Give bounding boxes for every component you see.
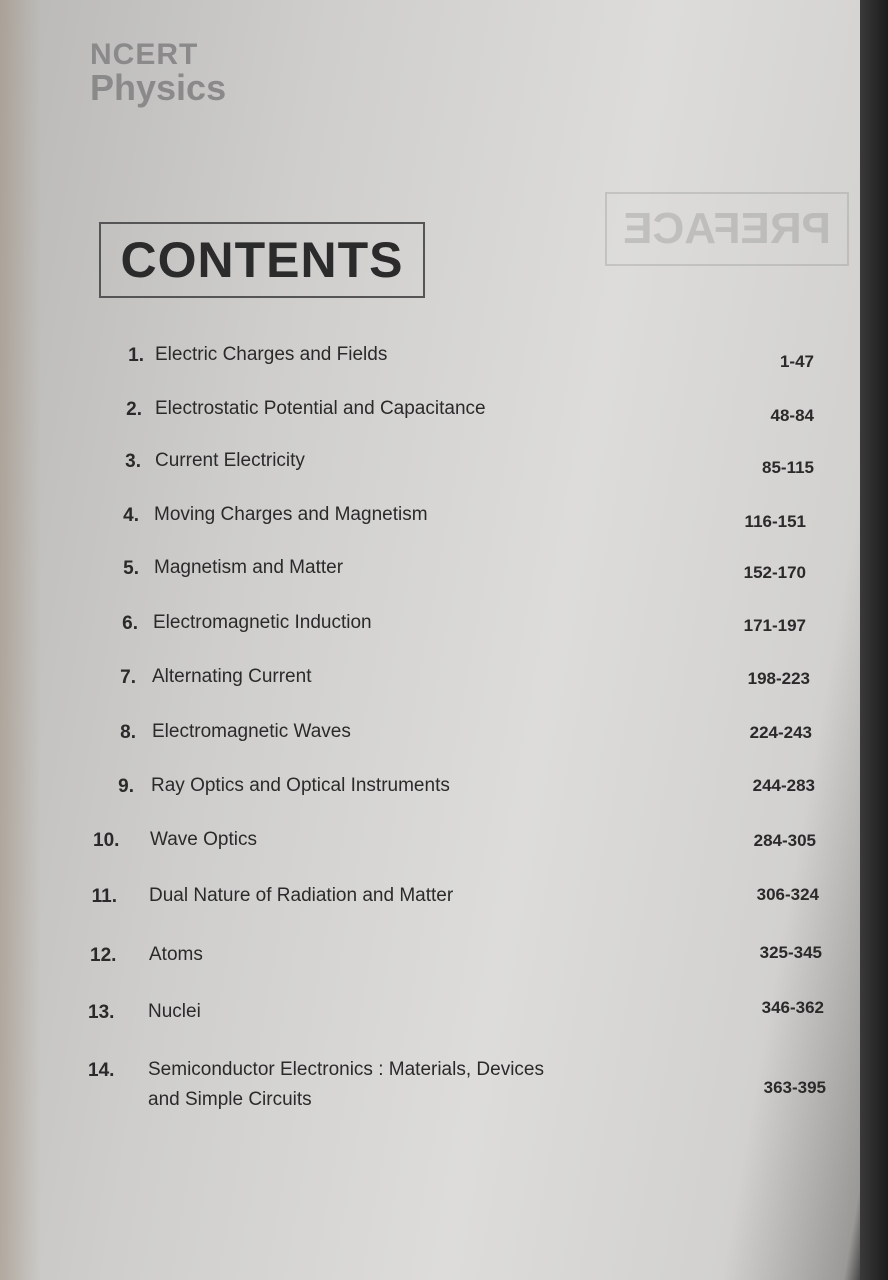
- entry-pages: 171-197: [743, 616, 806, 635]
- entry-title: [155, 340, 387, 370]
- entry-title: [148, 1055, 544, 1115]
- entry-title-line: Dual Nature of Radiation and Matter: [149, 885, 454, 906]
- entry-number: 8.: [120, 722, 136, 743]
- entry-number: 6.: [122, 613, 138, 634]
- entry-title-line: Electromagnetic Induction: [153, 612, 372, 633]
- page-shadow: [0, 0, 40, 1280]
- entry-number: 12.: [90, 945, 117, 966]
- entry-number: 10.: [93, 830, 120, 851]
- entry-title: [155, 446, 305, 476]
- entry-pages: 224-243: [749, 723, 812, 742]
- entry-title: [149, 881, 453, 911]
- entry-number: 3.: [125, 451, 141, 472]
- entry-title-line: Current Electricity: [155, 450, 305, 471]
- entry-title: [148, 997, 201, 1027]
- entry-pages: 325-345: [759, 943, 822, 962]
- entry-pages: 116-151: [744, 512, 806, 531]
- entry-title: [150, 825, 257, 855]
- entry-number: 7.: [120, 667, 136, 688]
- entry-title-line: and Simple Circuits: [148, 1089, 312, 1110]
- entry-title: [154, 500, 428, 530]
- entry-title-line: Wave Optics: [150, 829, 257, 850]
- entry-number: 9.: [118, 776, 134, 797]
- entry-pages: 85-115: [762, 458, 814, 477]
- entry-title-line: Magnetism and Matter: [154, 557, 344, 578]
- entry-number: 4.: [123, 505, 139, 526]
- bleed-through-watermark: PREFACE: [605, 192, 849, 266]
- entry-number: 5.: [123, 558, 139, 579]
- entry-title-line: Nuclei: [148, 1001, 201, 1022]
- entry-pages: 346-362: [761, 998, 824, 1017]
- entry-title-line: Atoms: [149, 944, 203, 965]
- entry-title: [151, 771, 450, 801]
- entry-title-line: Ray Optics and Optical Instruments: [151, 775, 450, 796]
- entry-title-line: Electrostatic Potential and Capacitance: [155, 398, 486, 419]
- entry-title-line: Alternating Current: [152, 666, 312, 687]
- entry-number: 11.: [91, 886, 117, 907]
- entry-title-line: Electromagnetic Waves: [152, 721, 351, 742]
- entry-number: 14.: [88, 1060, 115, 1081]
- entry-pages: 244-283: [752, 776, 815, 795]
- entry-pages: 48-84: [770, 406, 814, 425]
- entry-title: [153, 608, 372, 638]
- entry-pages: 363-395: [763, 1078, 826, 1097]
- entry-number: 13.: [88, 1002, 115, 1023]
- entry-pages: 152-170: [743, 563, 806, 582]
- entry-title-line: Electric Charges and Fields: [155, 344, 388, 365]
- entry-title-line: Semiconductor Electronics : Materials, Devices: [148, 1059, 544, 1080]
- book-spine: [860, 0, 888, 1280]
- entry-title: [152, 717, 351, 747]
- entry-title: [152, 662, 311, 692]
- brand-line1: NCERT: [90, 38, 199, 71]
- entry-title-line: Moving Charges and Magnetism: [154, 504, 428, 525]
- brand-line2: Physics: [90, 67, 227, 108]
- entry-number: 2.: [126, 399, 142, 420]
- entry-title: [155, 394, 486, 424]
- entry-pages: 1-47: [779, 352, 814, 371]
- brand-logo: [90, 40, 226, 106]
- page-title: CONTENTS: [99, 222, 425, 298]
- entry-number: 1.: [128, 345, 144, 366]
- entry-title: [149, 940, 203, 970]
- entry-pages: 284-305: [753, 831, 816, 850]
- entry-title: [154, 553, 343, 583]
- entry-pages: 306-324: [756, 885, 819, 904]
- entry-pages: 198-223: [747, 669, 810, 688]
